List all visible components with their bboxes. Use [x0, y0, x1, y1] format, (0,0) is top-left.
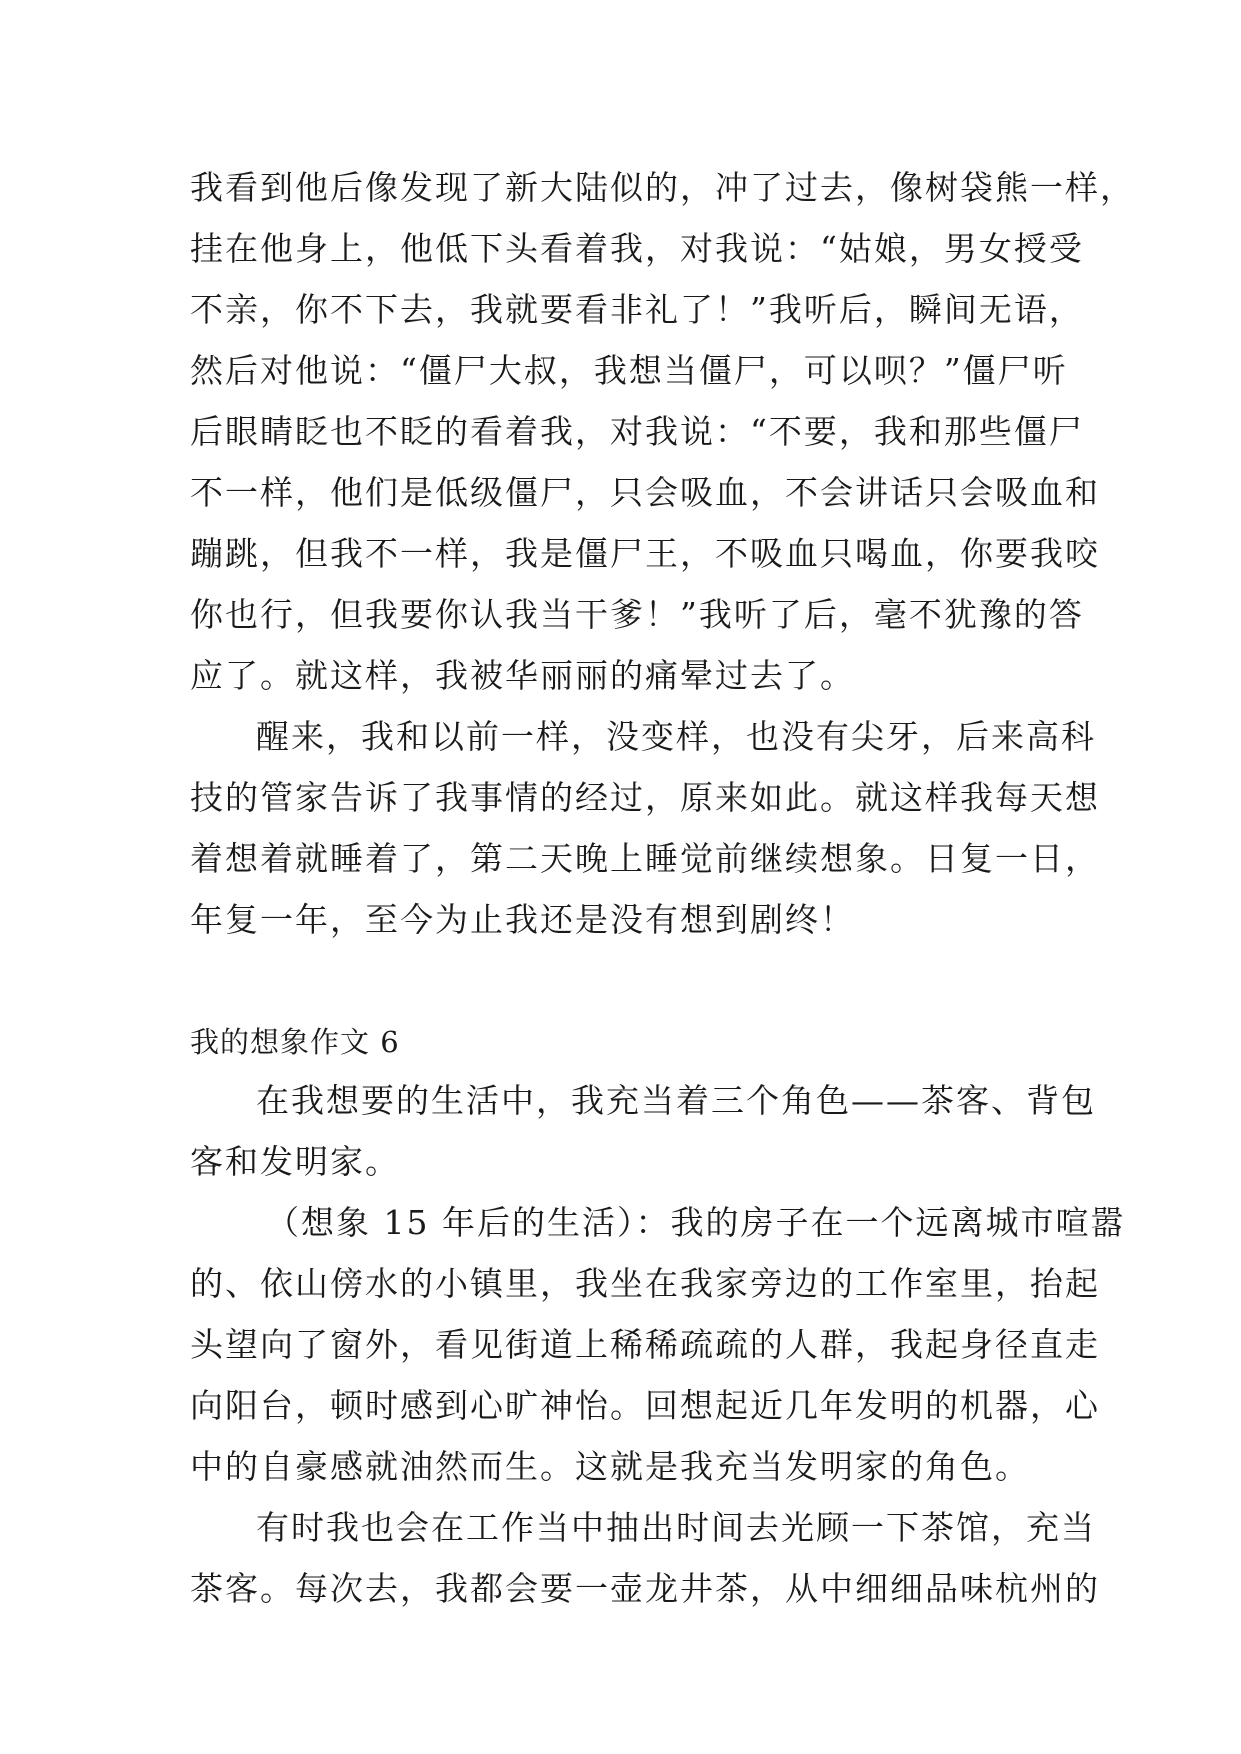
- paragraph-line: 技的管家告诉了我事情的经过，原来如此。就这样我每天想: [190, 778, 1100, 817]
- paragraph-line: 不亲，你不下去，我就要看非礼了！”我听后，瞬间无语，: [190, 290, 1084, 329]
- paragraph-line: 茶客。每次去，我都会要一壶龙井茶，从中细细品味杭州的: [190, 1569, 1100, 1608]
- paragraph-line: 我看到他后像发现了新大陆似的，冲了过去，像树袋熊一样，: [190, 168, 1135, 207]
- paragraph-line: 醒来，我和以前一样，没变样，也没有尖牙，后来高科: [256, 717, 1096, 756]
- paragraph-line: 向阳台，顿时感到心旷神怡。回想起近几年发明的机器，心: [190, 1386, 1100, 1425]
- paragraph-line: 在我想要的生活中，我充当着三个角色——茶客、背包: [256, 1081, 1096, 1120]
- paragraph-line: 客和发明家。: [190, 1142, 400, 1181]
- paragraph-line: 然后对他说：“僵尸大叔，我想当僵尸，可以呗？”僵尸听: [190, 351, 1068, 390]
- paragraph-line: 后眼睛眨也不眨的看着我，对我说：“不要，我和那些僵尸: [190, 412, 1084, 451]
- paragraph-line: 不一样，他们是低级僵尸，只会吸血，不会讲话只会吸血和: [190, 473, 1100, 512]
- paragraph-line: 头望向了窗外，看见街道上稀稀疏疏的人群，我起身径直走: [190, 1325, 1100, 1364]
- paragraph-line: 有时我也会在工作当中抽出时间去光顾一下茶馆，充当: [256, 1508, 1096, 1547]
- paragraph-line: 中的自豪感就油然而生。这就是我充当发明家的角色。: [190, 1447, 1030, 1486]
- paragraph-line: 挂在他身上，他低下头看着我，对我说：“姑娘，男女授受: [190, 229, 1084, 268]
- paragraph-line: 的、依山傍水的小镇里，我坐在我家旁边的工作室里，抬起: [190, 1264, 1100, 1303]
- paragraph-line: 蹦跳，但我不一样，我是僵尸王，不吸血只喝血，你要我咬: [190, 534, 1100, 573]
- paragraph-line: 着想着就睡着了，第二天晚上睡觉前继续想象。日复一日，: [190, 839, 1100, 878]
- paragraph-line: 你也行，但我要你认我当干爹！”我听了后，毫不犹豫的答: [190, 595, 1084, 634]
- paragraph-line: （想象 15 年后的生活）：我的房子在一个远离城市喧嚣: [266, 1203, 1126, 1242]
- paragraph-line: 年复一年，至今为止我还是没有想到剧终！: [190, 900, 855, 939]
- paragraph-line: 应了。就这样，我被华丽丽的痛晕过去了。: [190, 656, 855, 695]
- section-heading: 我的想象作文 6: [190, 1025, 400, 1059]
